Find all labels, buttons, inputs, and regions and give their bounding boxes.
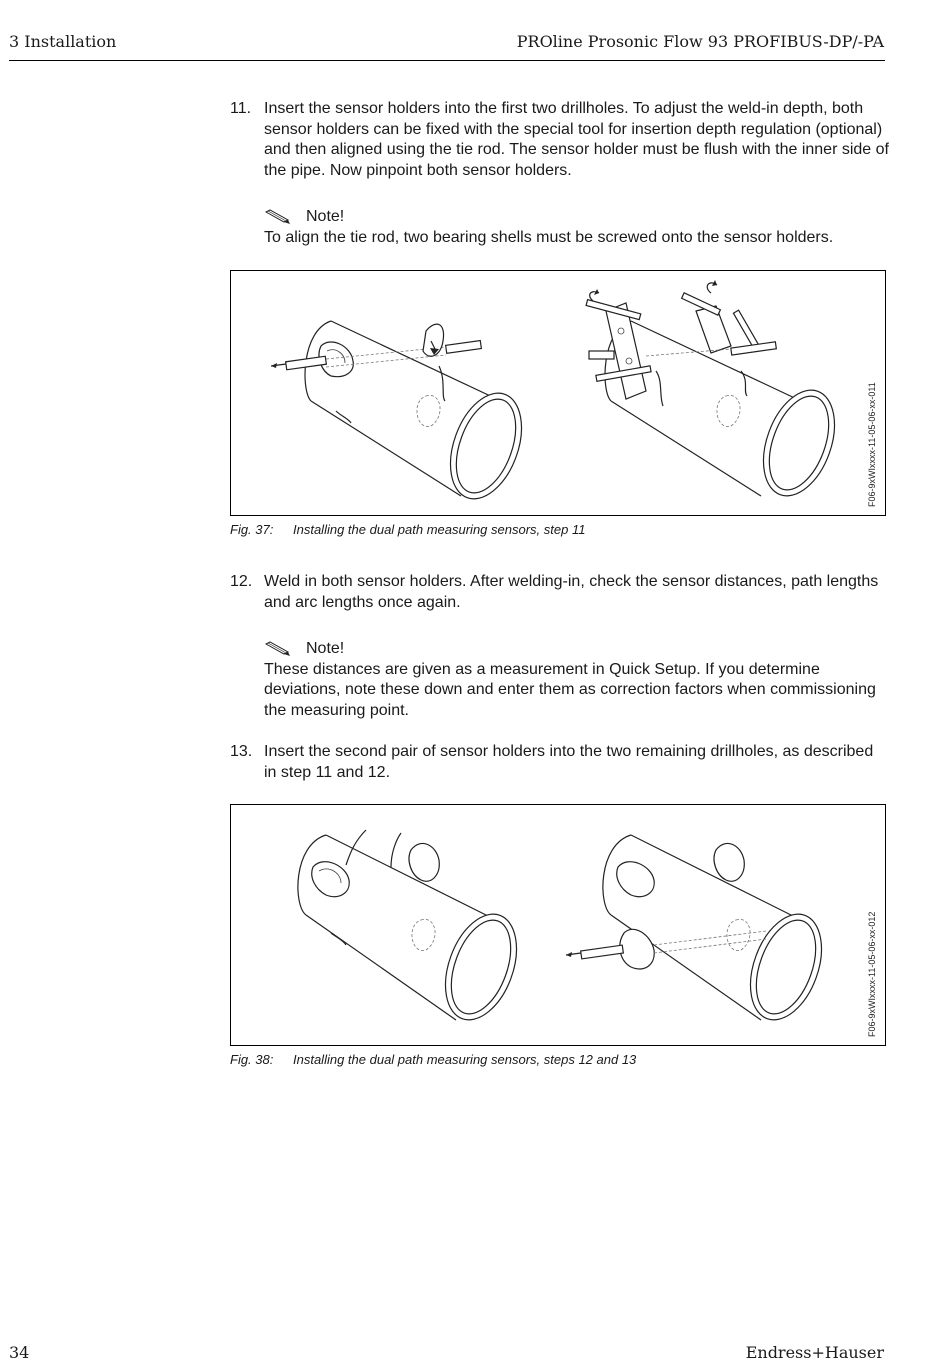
figure-code: F06-9xWIxxxx-11-05-06-xx-011 <box>867 382 877 507</box>
figure-caption-text: Installing the dual path measuring sensors, steps 12 and 13 <box>293 1052 637 1067</box>
sensor-install-illustration-step-11 <box>231 271 885 515</box>
note-text: To align the tie rod, two bearing shells must be screwed onto the sensor holders. <box>264 228 834 246</box>
note-2 <box>264 639 894 721</box>
header-divider <box>9 60 885 61</box>
header-product: PROline Prosonic Flow 93 PROFIBUS-DP/-PA <box>516 32 884 51</box>
figure-38 <box>230 804 886 1046</box>
pencil-icon <box>264 208 292 226</box>
sensor-install-illustration-steps-12-13 <box>231 805 885 1045</box>
step-number: 13. <box>230 743 253 760</box>
step-text: Insert the sensor holders into the first two drillholes. To adjust the weld-in depth, both sensor holders can be fixed with the special tool for insertion depth regulation (optional) and then aligned using the tie rod. The sensor holder must be flush with the inner side of the pipe. Now pinpoint both sensor holders. <box>264 100 889 179</box>
note-1 <box>264 207 894 248</box>
note-label: Note! <box>306 208 345 225</box>
figure-label: Fig. 38: <box>230 1052 274 1067</box>
figure-38-caption <box>230 1052 636 1067</box>
step-text: Insert the second pair of sensor holders into the two remaining drillholes, as described in step 11 and 12. <box>264 743 874 781</box>
note-text: These distances are given as a measurement in Quick Setup. If you determine deviations, note these down and enter them as correction factors when commissioning the measuring point. <box>264 660 876 719</box>
step-number: 11. <box>230 100 252 117</box>
note-label: Note! <box>306 640 345 657</box>
step-13 <box>230 742 890 783</box>
footer-brand: Endress+Hauser <box>745 1343 884 1362</box>
step-text: Weld in both sensor holders. After welding-in, check the sensor distances, path lengths and arc lengths once again. <box>264 573 879 611</box>
step-12 <box>230 572 890 613</box>
header-section: 3 Installation <box>9 32 117 51</box>
figure-code: F06-9xWIxxxx-11-05-06-xx-012 <box>867 911 877 1037</box>
figure-37-caption <box>230 522 585 537</box>
page-number: 34 <box>9 1343 30 1362</box>
figure-caption-text: Installing the dual path measuring sensors, step 11 <box>293 522 586 537</box>
step-11 <box>230 99 890 181</box>
figure-label: Fig. 37: <box>230 522 274 537</box>
step-number: 12. <box>230 573 253 590</box>
pencil-icon <box>264 640 292 658</box>
figure-37 <box>230 270 886 516</box>
